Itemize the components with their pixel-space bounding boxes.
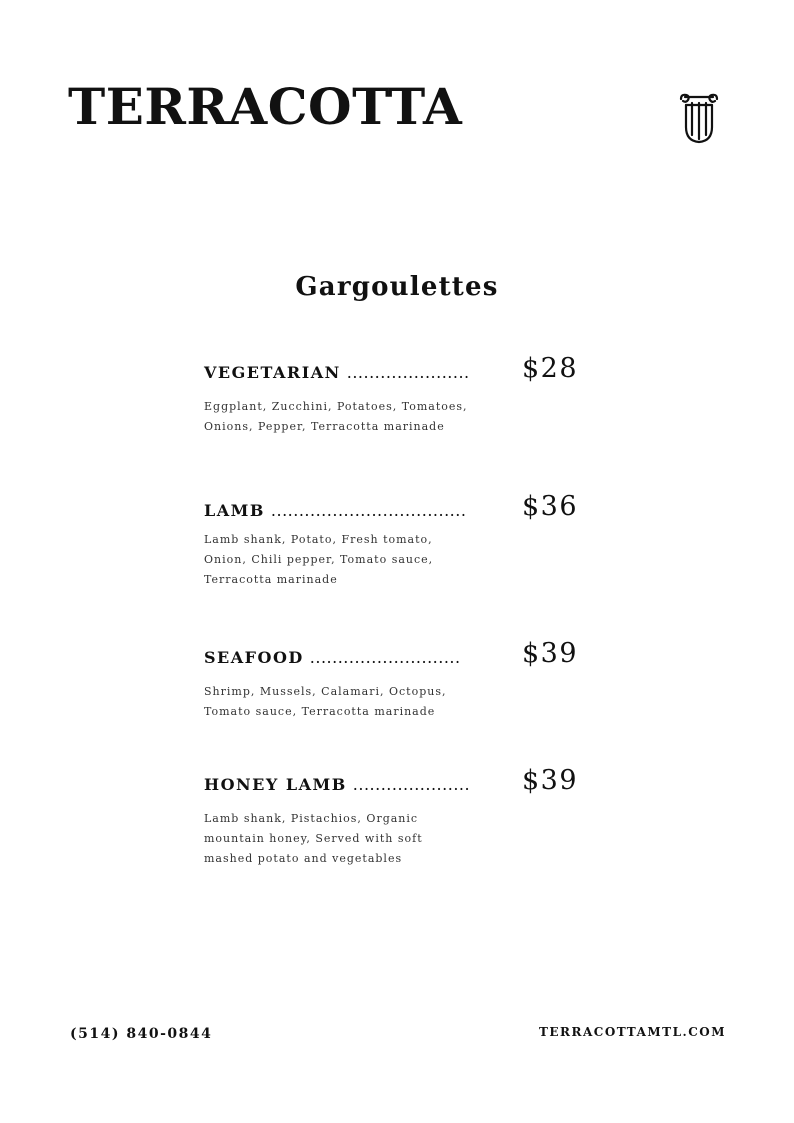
menu-item-price: $39 xyxy=(522,638,579,669)
menu-item-description: Shrimp, Mussels, Calamari, Octopus, Tomato sauce, Terracotta marinade xyxy=(204,685,447,718)
brand-title: TERRACOTTA xyxy=(68,77,463,136)
menu-item-name-line xyxy=(204,363,470,382)
lyre-column-icon xyxy=(677,93,721,145)
menu-item-name: HONEY LAMB xyxy=(204,775,347,794)
menu-item-name: LAMB xyxy=(204,501,265,520)
menu-item-price: $36 xyxy=(522,491,579,522)
dot-leader: ..................... xyxy=(352,775,471,794)
menu-item-name: VEGETARIAN xyxy=(204,363,341,382)
menu-item-price: $28 xyxy=(522,353,579,384)
menu-item-description: Lamb shank, Potato, Fresh tomato, Onion, Chili pepper, Tomato sauce, Terracotta marinade xyxy=(204,533,434,586)
footer-phone: (514) 840-0844 xyxy=(70,1026,213,1042)
menu-item-price: $39 xyxy=(522,765,579,796)
menu-item-name-line xyxy=(204,501,466,520)
menu-item-name: SEAFOOD xyxy=(204,648,304,667)
menu-item-name-line xyxy=(204,648,461,667)
menu-item-name-line xyxy=(204,775,470,794)
menu-item-description: Lamb shank, Pistachios, Organic mountain honey, Served with soft mashed potato and vegetables xyxy=(204,812,423,865)
section-title: Gargoulettes xyxy=(295,272,499,302)
dot-leader: ................................... xyxy=(270,501,467,520)
menu-item-description: Eggplant, Zucchini, Potatoes, Tomatoes, Onions, Pepper, Terracotta marinade xyxy=(204,400,468,433)
dot-leader: ........................... xyxy=(309,648,461,667)
dot-leader: ...................... xyxy=(346,363,470,382)
footer-website: TERRACOTTAMTL.COM xyxy=(538,1025,726,1039)
